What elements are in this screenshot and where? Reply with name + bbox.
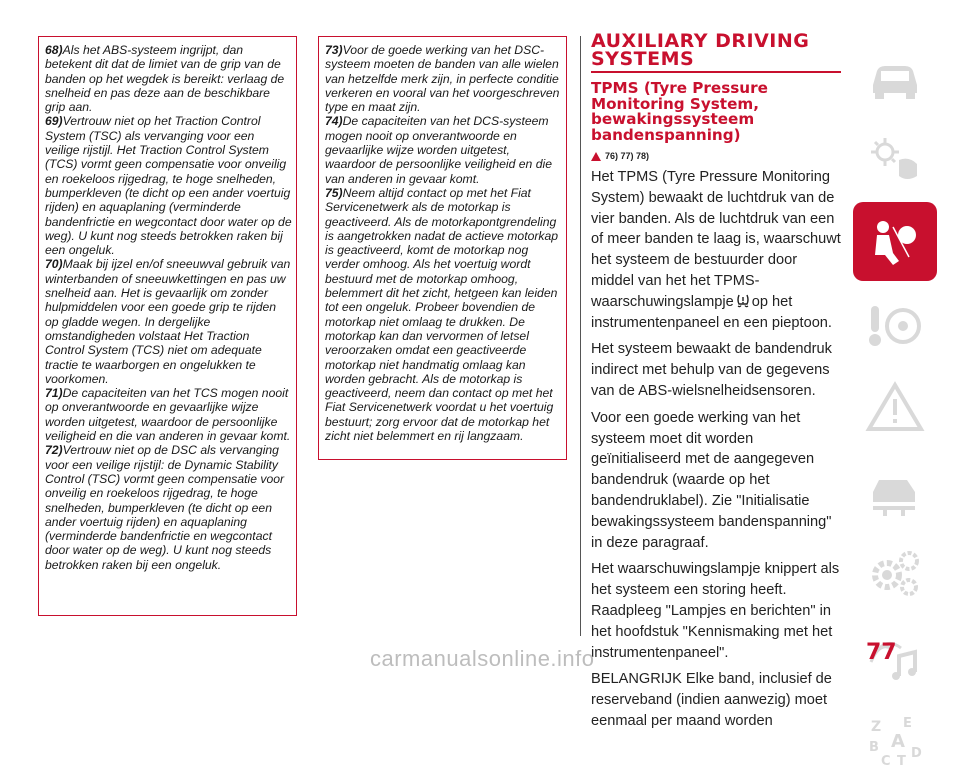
warning-note [45,386,292,443]
svg-text:Z: Z [871,718,882,735]
warning-note-number: 69) [45,114,63,129]
chapter-tab-dashboard[interactable] [853,119,937,198]
warning-note-text: Vertrouw niet op de DSC als vervanging voor een veilige rijstijl: de Dynamic Stability Control (TSC) vormt geen compensatie voor onveilig en roekeloos rijgedrag, te hoge snelheden, bumperkleven (te dicht op een ander voertuig rijden) en aquaplaning (verminderde bandenfrictie en wegcontact door water op de weg). U kunt nog steeds betrokken raken bij een ongeluk. [45,443,285,572]
chapter-tab-car[interactable] [853,36,937,115]
svg-text:A: A [891,730,905,752]
page-number: 77 [866,640,897,665]
warning-note [325,43,562,114]
key-steering-wheel-icon [863,296,927,354]
body-paragraph-2: Het systeem bewaakt de bandendruk indirect met behulp van de gegevens van de ABS-wielsnelheidsensoren. [591,341,832,399]
warning-note [45,257,292,386]
svg-text:B: B [869,739,879,755]
tpms-warning-lamp-icon [736,293,750,308]
warning-triangle-icon [863,379,927,437]
section-title: AUXILIARY DRIVING SYSTEMS [591,30,810,70]
chapter-tab-starting[interactable] [853,285,937,364]
car-lift-icon [863,462,927,520]
watermark: carmanualsonline.info [370,646,595,671]
warning-references: 76) 77) 78) [591,151,841,161]
warning-notes-middle [318,36,567,460]
warning-note-text: Voor de goede werking van het DSC-systeem moeten de banden van alle wielen van hetzelfde merk zijn, in perfecte conditie verkeren en vooral van het voorgeschreven type en maat zijn. [325,43,560,115]
warning-note-text: Vertrouw niet op het Traction Control System (TSC) als vervanging voor een veilige rijstijl. Het Traction Control System (TCS) vormt geen compensatie voor onveilig en roekeloos rijgedrag, te hoge snelheden, bumperkleven (te dicht op een ander voertuig rijden) en aquaplaning (verminderde bandenfrictie en wegcontact door water op de weg). U kunt nog steeds betrokken raken bij een ongeluk. [45,114,292,258]
body-paragraph-4: Het waarschuwingslampje knippert als het systeem een storing heeft. Raadpleeg "Lampjes en berichten" in het hoofdstuk "Kennismaking met het instrumentenpaneel". [591,561,840,661]
chapter-tab-technical[interactable] [853,534,937,613]
body-paragraph-3: Voor een goede werking van het systeem moet dit worden geïnitialiseerd met de aangegeven bandendruk (waarde op het bandendruklabel). Zie "Initialisatie bewakingssysteem bandenspanning" in deze paragraaf. [591,409,832,551]
warning-note-number: 75) [325,185,343,200]
svg-text:C: C [881,753,891,769]
warning-note-text: Maak bij ijzel en/of sneeuwval gebruik van winterbanden of sneeuwkettingen en pas uw snelheid aan. Het is gevaarlijk om zonder hulpmiddelen voor een goede grip te rijden op gladde wegen. In dergelijke omstandigheden volstaat Het Traction Control System (TCS) niet om adequate tractie te waarborgen en ongelukken te voorkomen. [45,257,291,386]
chapter-sidebar [853,36,937,783]
chapter-tab-safety[interactable] [853,202,937,281]
chapter-tab-maintenance[interactable] [853,451,937,530]
index-letters-icon [863,711,927,769]
warning-note-text: De capaciteiten van het DCS-systeem mogen nooit op onverantwoorde en gevaarlijke wijze worden uitgetest, waardoor de persoonlijke veiligheid en die van anderen in gevaar komt. [325,114,552,186]
chapter-tab-index[interactable] [853,700,937,779]
dashboard-lights-icon [863,130,927,188]
warning-note-number: 73) [325,43,343,57]
svg-text:E: E [903,715,912,731]
warning-note-number: 74) [325,114,343,129]
warning-triangle-icon [591,152,601,161]
section-title-rule [591,71,841,73]
column-divider [580,36,581,636]
svg-text:T: T [897,753,906,769]
warning-note-number: 71) [45,386,63,401]
warning-notes-left [38,36,297,616]
chapter-tab-emergency[interactable] [853,368,937,447]
warning-note [325,186,562,443]
warning-note-number: 72) [45,443,63,458]
subsection-title: TPMS (Tyre Pressure Monitoring System, bewakingssysteem bandenspanning) [591,79,768,144]
warning-note [45,43,292,114]
body-paragraph-1: Het TPMS (Tyre Pressure Monitoring System) bewaakt de luchtdruk van de vier banden. Als de luchtdruk van een of meer banden te laag is, waarschuwt het systeem de bestuurder door middel van het het TPMS-waarschuwingslampje op het instrumentenpaneel en een pieptoon. [591,169,841,331]
warning-note-number: 70) [45,257,63,272]
body-paragraph-5: BELANGRIJK Elke band, inclusief de reserveband (indien aanwezig) moet eenmaal per maand worden [591,671,832,729]
warning-note-text: Neem altijd contact op met het Fiat Servicenetwerk als de motorkap is geactiveerd. Als de motorkapontgrendeling is aangetrokken nadat de actieve motorkap is geactiveerd, komt de motorkap nog verder omhoog. Als het voertuig wordt bestuurd met de motorkap omhoog, belemmert dit het zicht, hetgeen kan leiden tot een ongeluk. Probeer bovendien de motorkap niet omlaag te drukken. De motorkap kan dan vervormen of letsel veroorzaken omdat een geactiveerde motorkap niet handmatig omlaag kan worden gebracht. Als de motorkap is geactiveerd, neem dan contact op met het Fiat Servicenetwerk voordat u het voertuig bestuurt; zorg ervoor dat de motorkap het zicht niet belemmert en rij langzaam. [325,185,559,444]
warning-note [325,114,562,185]
warning-note-text: De capaciteiten van het TCS mogen nooit op onverantwoorde en gevaarlijke wijze worden uitgetest, waardoor de persoonlijke veiligheid en die van anderen in gevaar komt. [45,386,291,444]
warning-note [45,114,292,257]
main-content [591,28,841,738]
car-icon [863,47,927,105]
airbag-safety-icon [863,213,927,271]
gears-icon [863,545,927,603]
svg-text:D: D [911,745,922,761]
warning-note [45,443,292,572]
warning-note-number: 68) [45,43,63,57]
warning-note-text: Als het ABS-systeem ingrijpt, dan betekent dit dat de limiet van de grip van de banden op het wegdek is bereikt: verlaag de snelheid en pas deze aan de beschikbare grip aan. [45,43,285,115]
